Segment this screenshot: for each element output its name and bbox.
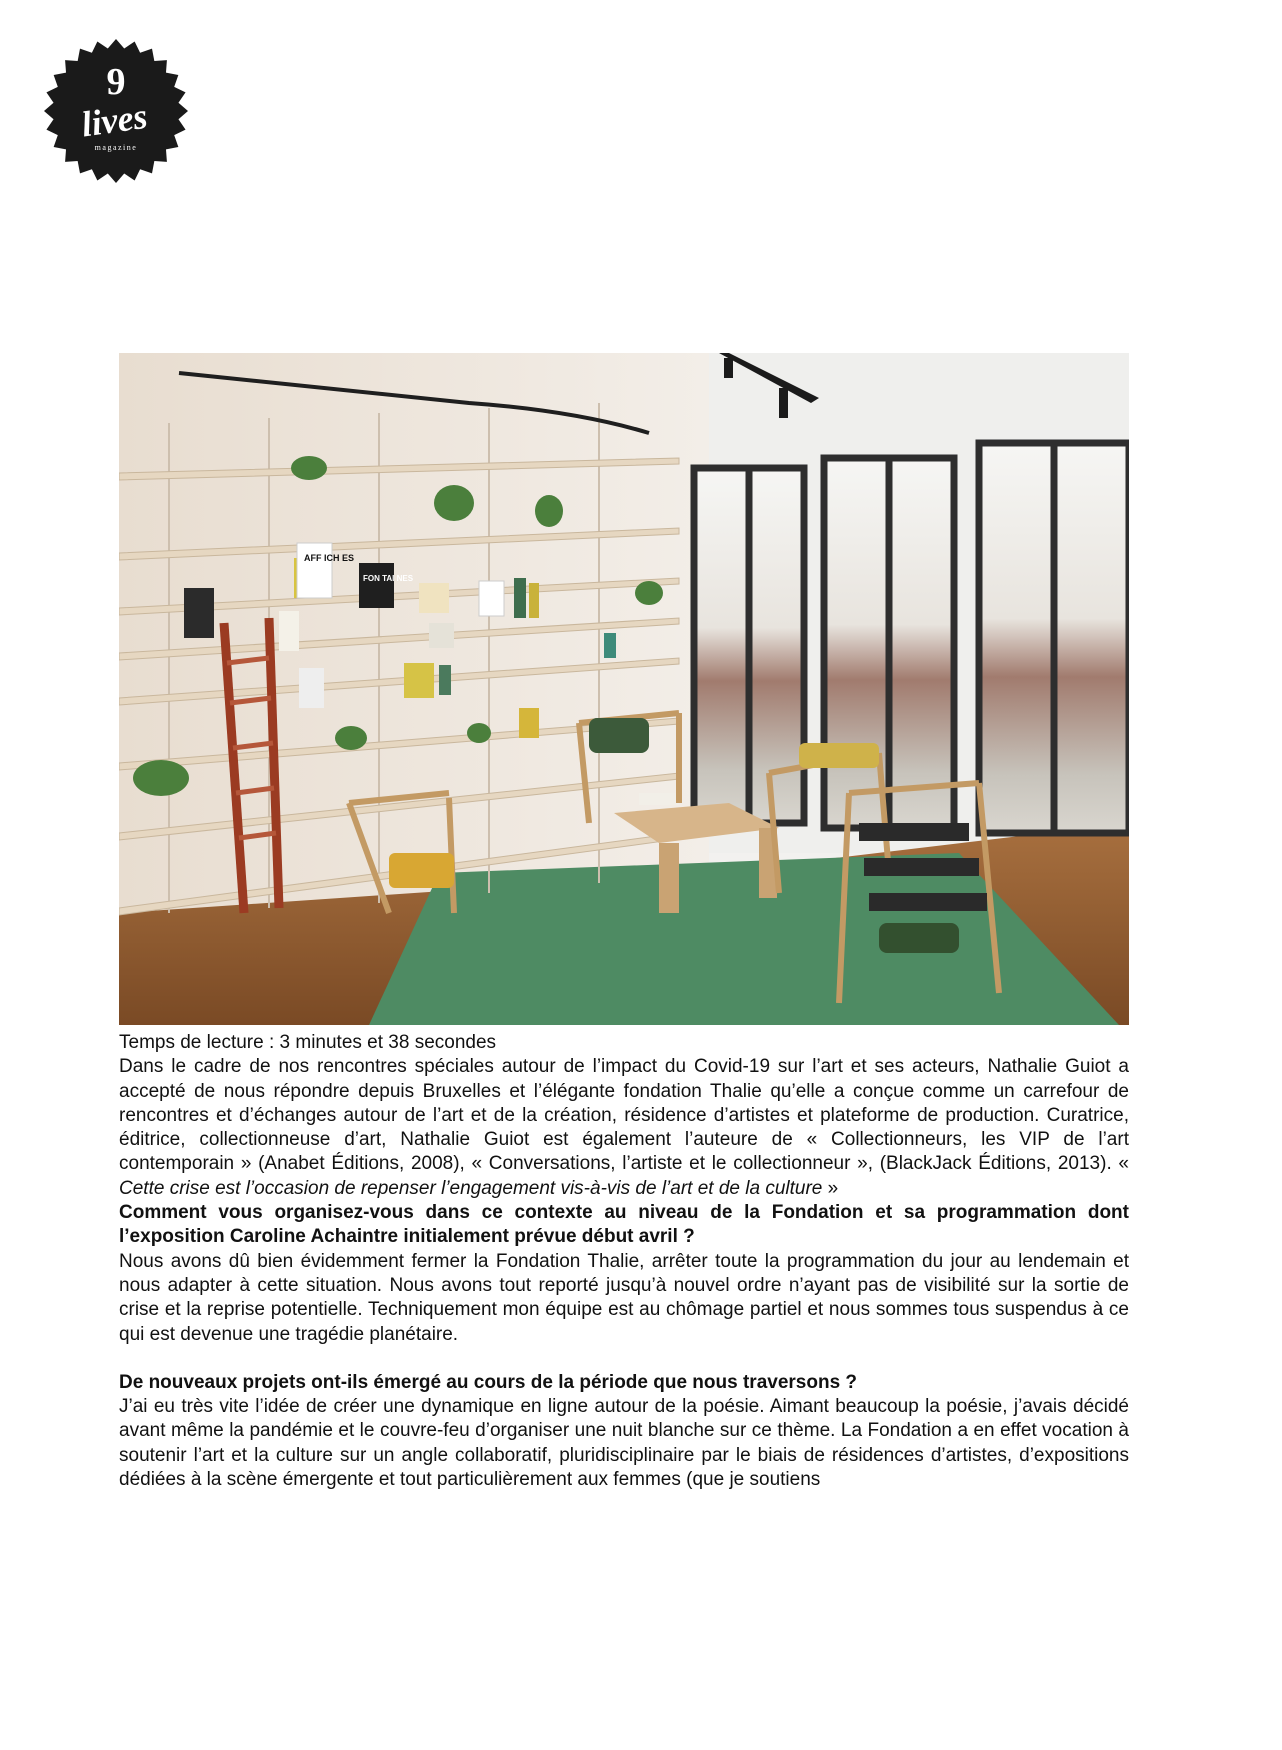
logo-word: lives [78, 95, 150, 145]
logo-subtitle: magazine [94, 143, 138, 152]
question-2: De nouveaux projets ont-ils émergé au cours de la période que nous traversons ? [119, 1371, 858, 1393]
book-label-affiches: AFF ICH ES [304, 553, 355, 563]
article-body [119, 1031, 1129, 1492]
question-1: Comment vous organisez-vous dans ce contexte au niveau de la Fondation et sa programmation dont l’exposition Caroline Achaintre initialement prévue début avril ? [119, 1202, 1129, 1248]
answer-2: J’ai eu très vite l’idée de créer une dynamique en ligne autour de la poésie. Aimant beaucoup la poésie, j’avais décidé avant même la pandémie et le couvre-feu d’organiser une nuit blanche sur ce thème. La Fondation a en effet vocation à soutenir l’art et la culture sur un angle collaboratif, pluridisciplinaire par le biais de résidences d’artistes, d’expositions dédiées à la scène émergente et tout particulièrement aux femmes (que je soutiens [119, 1396, 1129, 1491]
intro-quote: Cette crise est l’occasion de repenser l’engagement vis-à-vis de l’art et de la culture [119, 1177, 823, 1199]
logo-badge-icon [43, 38, 189, 184]
logo-number: 9 [106, 61, 126, 103]
answer-1: Nous avons dû bien évidemment fermer la Fondation Thalie, arrêter toute la programmation du jour au lendemain et nous adapter à cette situation. Nous avons tout reporté jusqu’à nouvel ordre n’ayant pas de visibilité sur la sortie de crise et la reprise potentielle. Techniquement mon équipe est au chômage partiel et nous sommes tous suspendus à ce qui est devenue une tragédie planétaire. [119, 1250, 1129, 1345]
article-intro [119, 1055, 1129, 1201]
library-interior-photo [119, 353, 1129, 1025]
intro-close: » [822, 1177, 839, 1199]
magazine-logo [43, 38, 189, 184]
reading-time: Temps de lecture : 3 minutes et 38 secondes [119, 1032, 497, 1053]
book-label-fontaines: FON TAI NES [363, 574, 414, 583]
intro-text: Dans le cadre de nos rencontres spéciales autour de l’impact du Covid-19 sur l’art et ses acteurs, Nathalie Guiot a accepté de nous répondre depuis Bruxelles et l’élégante fondation Thalie qu’elle a conçue comme un carrefour de rencontres et d’échanges autour de l’art et de la création, résidence d’artistes et plateforme de production. Curatrice, éditrice, collectionneuse d’art, Nathalie Guiot est également l’auteure de « Collectionneurs, les VIP de l’art contemporain » (Anabet Éditions, 2008), « Conversations, l’artiste et le collectionneur », (BlackJack Éditions, 2013). « [119, 1056, 1129, 1175]
